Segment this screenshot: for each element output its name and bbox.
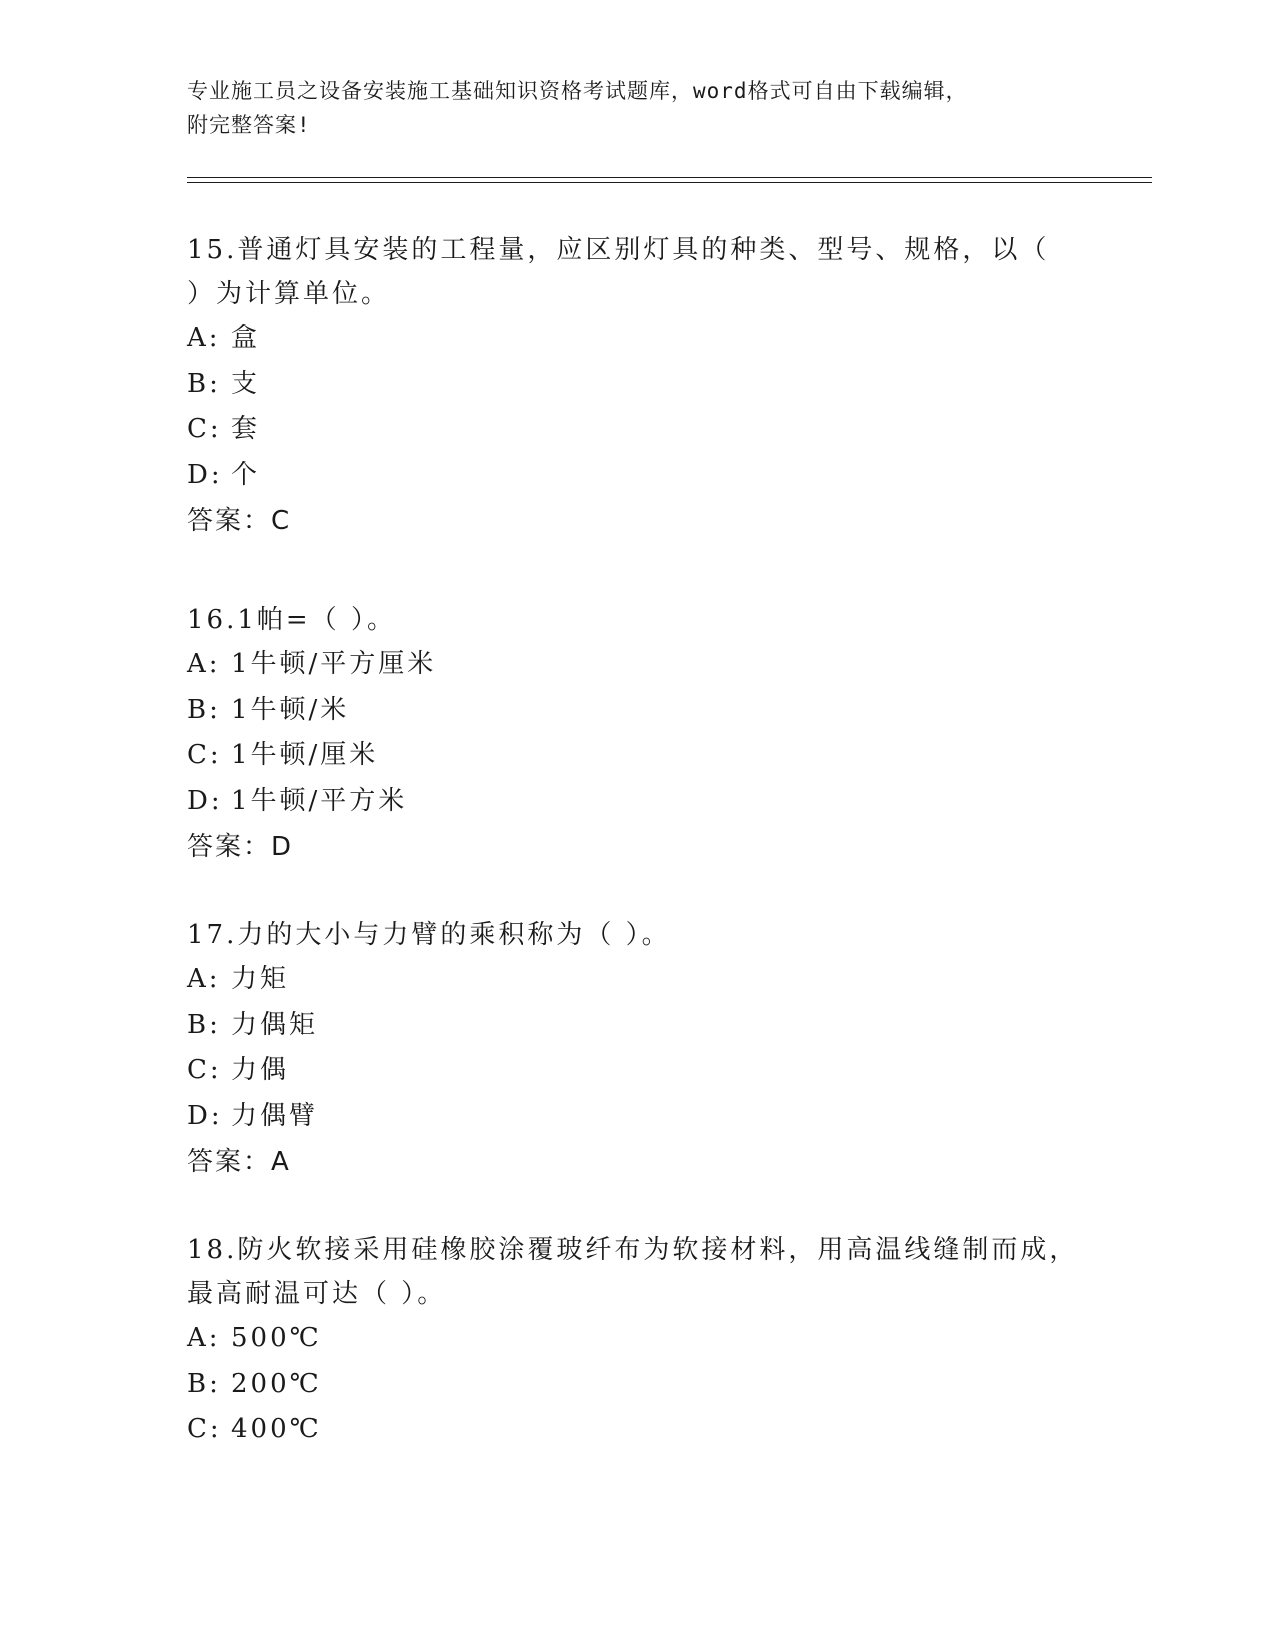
option-key: C: xyxy=(187,1414,222,1444)
answer-line: 答案：A xyxy=(187,1147,291,1177)
question-18 xyxy=(187,1228,1107,1453)
option-b xyxy=(187,688,1107,734)
option-key: C: xyxy=(187,740,222,770)
option-key: D: xyxy=(187,459,223,490)
option-b xyxy=(187,362,1107,408)
header-line-2: 附完整答案! xyxy=(187,113,311,137)
question-stem-line-2: 最高耐温可达（ ）。 xyxy=(187,1279,447,1309)
option-key: B: xyxy=(187,368,221,399)
option-d xyxy=(187,453,1107,499)
option-a xyxy=(187,957,1107,1003)
option-a xyxy=(187,642,1107,688)
option-b xyxy=(187,1362,1107,1408)
option-key: A: xyxy=(187,649,221,679)
option-c xyxy=(187,407,1107,453)
option-key: A: xyxy=(187,964,221,994)
option-text: 力偶 xyxy=(231,1055,290,1085)
header-divider-bottom xyxy=(187,182,1152,183)
question-stem-line-2: ）为计算单位。 xyxy=(187,279,391,309)
option-key: A: xyxy=(187,1323,221,1353)
option-c xyxy=(187,733,1107,779)
option-text: 盒 xyxy=(231,323,261,353)
answer-line: 答案：C xyxy=(187,506,292,536)
option-key: C: xyxy=(187,1055,222,1085)
header-line-1: 专业施工员之设备安装施工基础知识资格考试题库，word格式可自由下载编辑， xyxy=(187,79,968,103)
option-key: A: xyxy=(187,323,221,353)
option-key: B: xyxy=(187,1009,221,1040)
option-text: 200℃ xyxy=(231,1368,322,1399)
option-b xyxy=(187,1003,1107,1049)
option-key: B: xyxy=(187,694,221,725)
option-text: 力偶臂 xyxy=(231,1100,319,1131)
option-text: 力偶矩 xyxy=(231,1009,319,1040)
option-text: 1牛顿/米 xyxy=(231,694,350,725)
option-a xyxy=(187,316,1107,362)
option-text: 1牛顿/平方厘米 xyxy=(231,649,437,679)
option-key: B: xyxy=(187,1368,221,1399)
option-text: 套 xyxy=(231,414,261,444)
option-text: 1牛顿/平方米 xyxy=(231,785,408,816)
option-c xyxy=(187,1048,1107,1094)
option-key: D: xyxy=(187,1100,223,1131)
option-text: 1牛顿/厘米 xyxy=(231,740,379,770)
document-header xyxy=(187,74,1087,142)
option-text: 500℃ xyxy=(231,1323,322,1353)
option-text: 支 xyxy=(231,368,261,399)
option-d xyxy=(187,1094,1107,1140)
option-a xyxy=(187,1316,1107,1362)
question-stem-line-1: 15.普通灯具安装的工程量，应区别灯具的种类、型号、规格，以（ xyxy=(187,235,1050,265)
option-key: C: xyxy=(187,414,222,444)
option-c xyxy=(187,1407,1107,1453)
question-15 xyxy=(187,228,1107,544)
question-stem-line-1: 17.力的大小与力臂的乘积称为（ ）。 xyxy=(187,920,671,950)
option-text: 个 xyxy=(231,459,261,490)
option-d xyxy=(187,779,1107,825)
option-text: 力矩 xyxy=(231,964,290,994)
option-key: D: xyxy=(187,785,223,816)
answer-line: 答案：D xyxy=(187,832,294,862)
question-16 xyxy=(187,598,1107,870)
question-stem-line-1: 18.防火软接采用硅橡胶涂覆玻纤布为软接材料，用高温线缝制而成， xyxy=(187,1235,1079,1265)
header-divider-top xyxy=(187,177,1152,178)
option-text: 400℃ xyxy=(231,1414,322,1444)
question-17 xyxy=(187,913,1107,1185)
question-stem-line-1: 16.1帕=（ ）。 xyxy=(187,605,396,635)
